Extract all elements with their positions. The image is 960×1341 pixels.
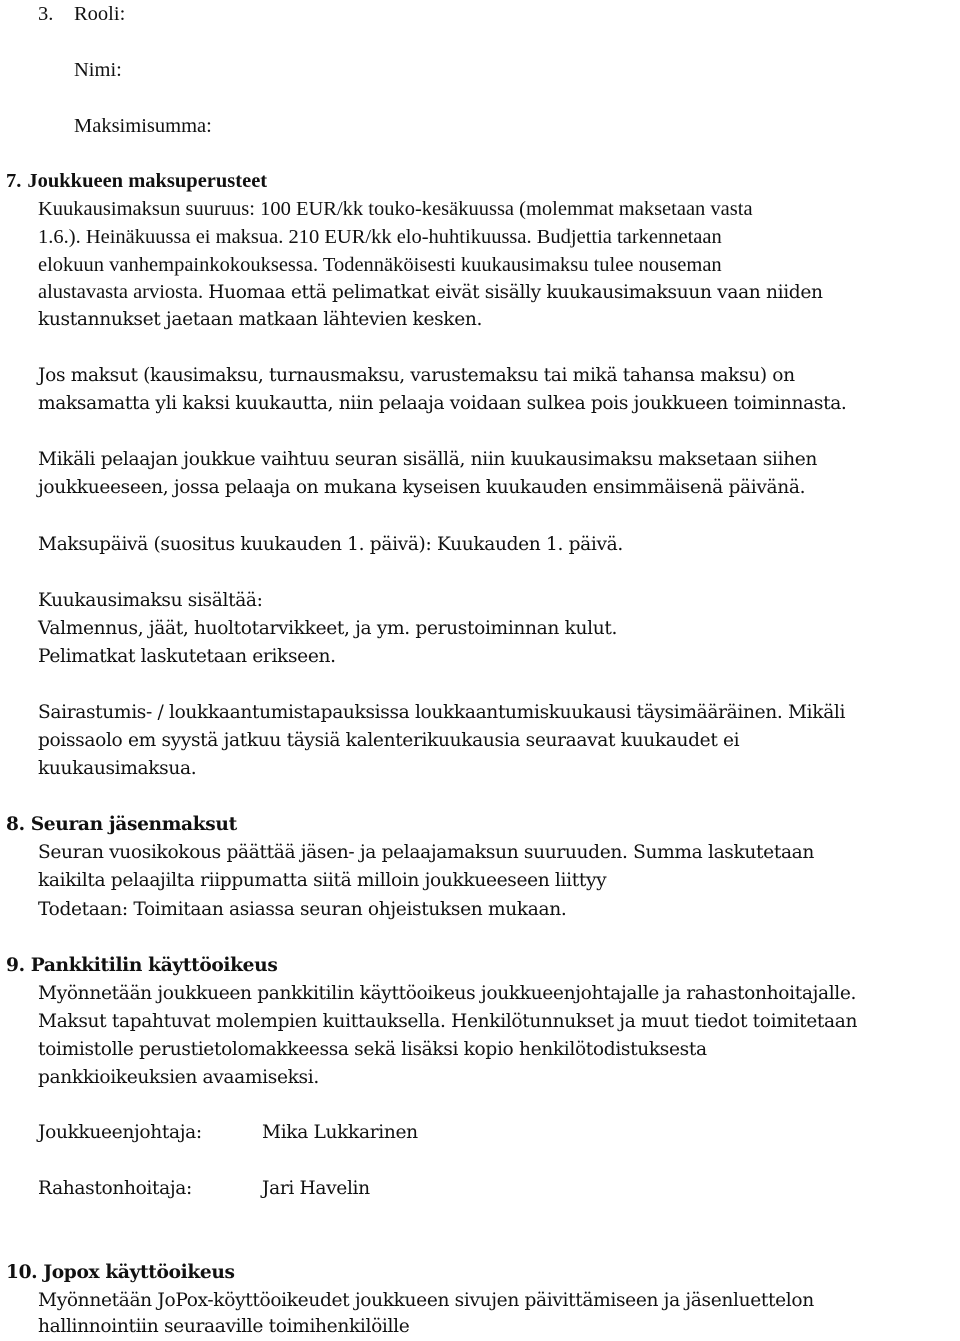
rooli-label: Rooli:: [74, 3, 126, 25]
section-7-heading: [6, 167, 267, 195]
paragraph-line: Mikäli pelaajan joukkue vaihtuu seuran sisällä, niin kuukausimaksu maksetaan siihen: [38, 449, 817, 470]
paragraph-line: pankkioikeuksien avaamiseksi.: [38, 1067, 319, 1088]
paragraph-line: kaikilta pelaajilta riippumatta siitä milloin joukkueeseen liittyy: [38, 870, 607, 891]
paragraph-fragment: Huomaa että pelimatkat eivät sisälly kuukausimaksuun vaan niiden: [208, 282, 823, 303]
paragraph-line: Seuran vuosikokous päättää jäsen- ja pelaajamaksun suuruuden. Summa laskutetaan: [38, 842, 815, 863]
section-9-heading: [6, 952, 277, 980]
paragraph-line: hallinnointiin seuraaville toimihenkilöille: [38, 1316, 410, 1337]
role-person-name: Mika Lukkarinen: [262, 1122, 418, 1143]
paragraph-line: Maksut tapahtuvat molempien kuittauksella. Henkilötunnukset ja muut tiedot toimitetaan: [38, 1011, 858, 1032]
paragraph-line: elokuun vanhempainkokouksessa. Todennäköisesti kuukausimaksu tulee nouseman: [38, 254, 722, 276]
section-title: Seuran jäsenmaksut: [30, 814, 237, 835]
paragraph-line: Valmennus, jäät, huoltotarvikkeet, ja ym. perustoiminnan kulut.: [38, 618, 618, 639]
paragraph-line: toimistolle perustietolomakkeessa sekä lisäksi kopio henkilötodistuksesta: [38, 1039, 707, 1060]
paragraph-line: Sairastumis- / loukkaantumistapauksissa loukkaantumiskuukausi täysimääräinen. Mikäli: [38, 702, 846, 723]
paragraph-line: kuukausimaksua.: [38, 758, 197, 779]
paragraph-line: Myönnetään joukkueen pankkitilin käyttöoikeus joukkueenjohtajalle ja rahastonhoitajalle.: [38, 983, 857, 1004]
paragraph-line: 1.6.). Heinäkuussa ei maksua. 210 EUR/kk elo-huhtikuussa. Budjettia tarkennetaan: [38, 226, 722, 248]
paragraph-line: Todetaan: Toimitaan asiassa seuran ohjeistuksen mukaan.: [38, 899, 567, 920]
role-label: Rahastonhoitaja:: [38, 1178, 192, 1199]
section-number: 9.: [6, 955, 25, 976]
paragraph-line: Myönnetään JoPox-köyttöoikeudet joukkueen sivujen päivittämiseen ja jäsenluettelon: [38, 1290, 814, 1311]
paragraph-line: Kuukausimaksun suuruus: 100 EUR/kk touko-kesäkuussa (molemmat maksetaan vasta: [38, 198, 753, 220]
section-10-heading: [6, 1259, 235, 1287]
paragraph-fragment: alustavasta arviosta.: [38, 281, 209, 303]
paragraph-line: Maksupäivä (suositus kuukauden 1. päivä): Kuukauden 1. päivä.: [38, 534, 623, 555]
role-person-name: Jari Havelin: [262, 1178, 370, 1199]
paragraph-line: Jos maksut (kausimaksu, turnausmaksu, varustemaksu tai mikä tahansa maksu) on: [38, 365, 795, 386]
maksimisumma-label: Maksimisumma:: [74, 115, 212, 137]
paragraph-line: kustannukset jaetaan matkaan lähtevien kesken.: [38, 309, 483, 330]
section-title: Jopox käyttöoikeus: [43, 1262, 235, 1283]
paragraph-line-mixed: [38, 278, 823, 307]
section-title: Pankkitilin käyttöoikeus: [30, 955, 278, 976]
paragraph-line: maksamatta yli kaksi kuukautta, niin pelaaja voidaan sulkea pois joukkueen toiminnasta.: [38, 393, 847, 414]
list-item-number: 3.: [38, 3, 54, 25]
section-number: 10.: [6, 1262, 38, 1283]
section-number: 8.: [6, 814, 25, 835]
paragraph-line: poissaolo em syystä jatkuu täysiä kalenterikuukausia seuraavat kuukaudet ei: [38, 730, 740, 751]
section-title: Joukkueen maksuperusteet: [27, 170, 268, 192]
nimi-label: Nimi:: [74, 59, 122, 81]
paragraph-line: Pelimatkat laskutetaan erikseen.: [38, 646, 336, 667]
role-label: Joukkueenjohtaja:: [38, 1122, 202, 1143]
section-8-heading: [6, 811, 237, 839]
section-number: 7.: [6, 170, 22, 192]
paragraph-line: Kuukausimaksu sisältää:: [38, 590, 263, 611]
paragraph-line: joukkueeseen, jossa pelaaja on mukana kyseisen kuukauden ensimmäisenä päivänä.: [38, 477, 806, 498]
